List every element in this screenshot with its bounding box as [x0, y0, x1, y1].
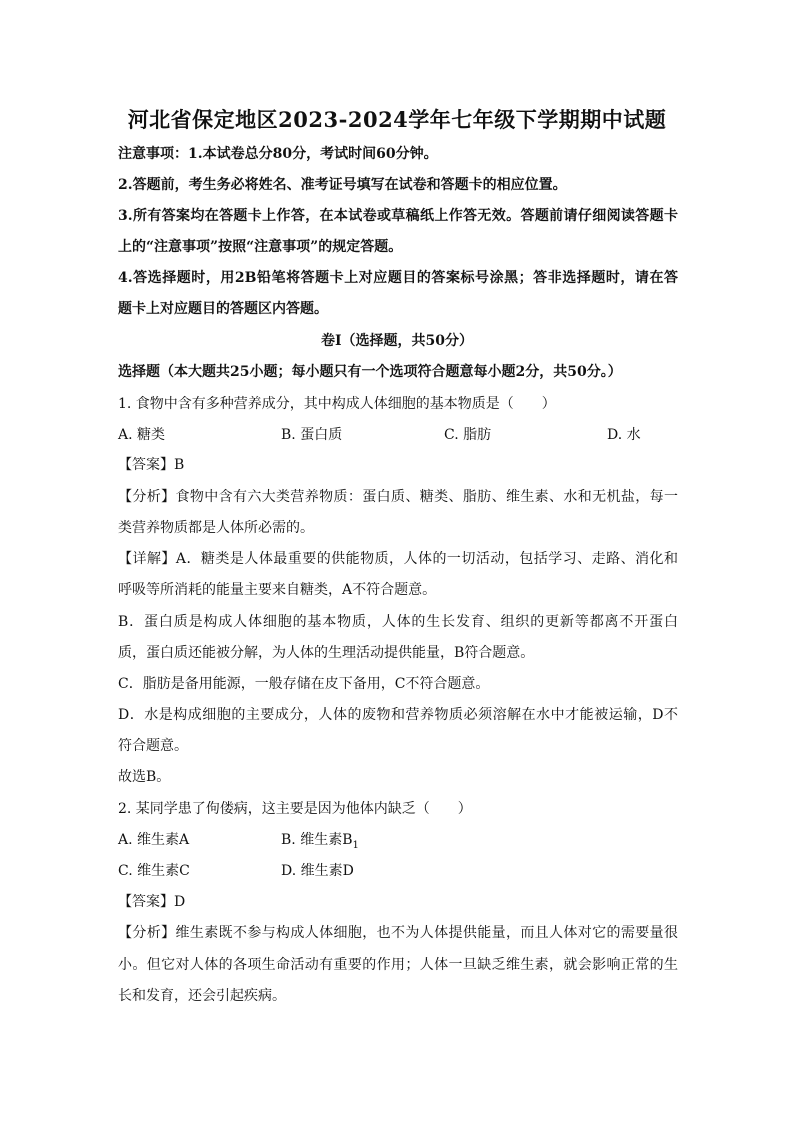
question-2-analysis-line-1: 【分析】维生素既不参与构成人体细胞，也不为人体提供能量，而且人体对它的需要量很: [118, 925, 678, 941]
question-1-detail-c: C．脂肪是备用能源，一般存储在皮下备用，C不符合题意。: [118, 676, 490, 692]
notice-line-4b: 题卡上对应题目的答题区内答题。: [118, 301, 328, 317]
question-1-detail-d-line-2: 符合题意。: [118, 738, 188, 754]
notice-line-3a: 3.所有答案均在答题卡上作答，在本试卷或草稿纸上作答无效。答题前请仔细阅读答题卡: [118, 208, 678, 224]
question-2-option-b: [281, 830, 359, 856]
question-1-option-c: C. 脂肪: [444, 427, 492, 443]
question-2-option-c: C. 维生素C: [118, 863, 190, 879]
notice-line-4a: 4.答选择题时，用2B铅笔将答题卡上对应题目的答案标号涂黑；答非选择题时，请在答: [118, 270, 678, 286]
question-1-analysis-line-2: 类营养物质都是人体所必需的。: [118, 520, 314, 536]
question-2-stem: 2. 某同学患了佝偻病，这主要是因为他体内缺乏（ ）: [118, 801, 472, 817]
section-title: 卷Ⅰ（选择题，共50分）: [320, 333, 474, 349]
question-2-analysis-line-2: 小。但它对人体的各项生命活动有重要的作用；人体一旦缺乏维生素，就会影响正常的生: [118, 957, 678, 973]
question-1-conclusion: 故选B。: [118, 769, 171, 785]
question-1-detail-a-line-1: 【详解】A．糖类是人体最重要的供能物质，人体的一切活动，包括学习、走路、消化和: [118, 551, 678, 567]
question-2-option-b-subscript: 1: [352, 839, 359, 851]
question-2-analysis-line-3: 长和发育，还会引起疾病。: [118, 988, 286, 1004]
notice-line-3b: 上的“注意事项”按照“注意事项”的规定答题。: [118, 239, 403, 255]
question-2-answer: 【答案】D: [118, 894, 186, 910]
question-1-detail-d-line-1: D．水是构成细胞的主要成分，人体的废物和营养物质必须溶解在水中才能被运输，D不: [118, 707, 678, 723]
question-1-option-a: A. 糖类: [118, 427, 166, 443]
question-1-stem: 1. 食物中含有多种营养成分，其中构成人体细胞的基本物质是（ ）: [118, 396, 556, 412]
notice-line-2: 2.答题前，考生务必将姓名、准考证号填写在试卷和答题卡的相应位置。: [118, 177, 567, 193]
question-1-option-b: B. 蛋白质: [281, 427, 343, 443]
question-1-detail-a-line-2: 呼吸等所消耗的能量主要来自糖类，A不符合题意。: [118, 582, 437, 598]
question-2-option-a: A. 维生素A: [118, 832, 190, 848]
question-1-answer: 【答案】B: [118, 457, 185, 473]
question-1-detail-b-line-1: B．蛋白质是构成人体细胞的基本物质，人体的生长发育、组织的更新等都离不开蛋白: [118, 614, 678, 630]
exam-title: 河北省保定地区2023-2024学年七年级下学期期中试题: [127, 107, 667, 132]
question-2-option-b-text: B. 维生素B: [281, 832, 353, 848]
question-2-option-d: D. 维生素D: [281, 863, 354, 879]
question-1-analysis-line-1: 【分析】食物中含有六大类营养物质：蛋白质、糖类、脂肪、维生素、水和无机盐，每一: [118, 489, 678, 505]
notice-line-1: 注意事项：1.本试卷总分80分，考试时间60分钟。: [118, 146, 438, 162]
question-1-detail-b-line-2: 质，蛋白质还能被分解，为人体的生理活动提供能量，B符合题意。: [118, 645, 535, 661]
question-1-option-d: D. 水: [607, 427, 641, 443]
section-description: 选择题（本大题共25小题；每小题只有一个选项符合题意每小题2分，共50分。）: [118, 364, 622, 380]
